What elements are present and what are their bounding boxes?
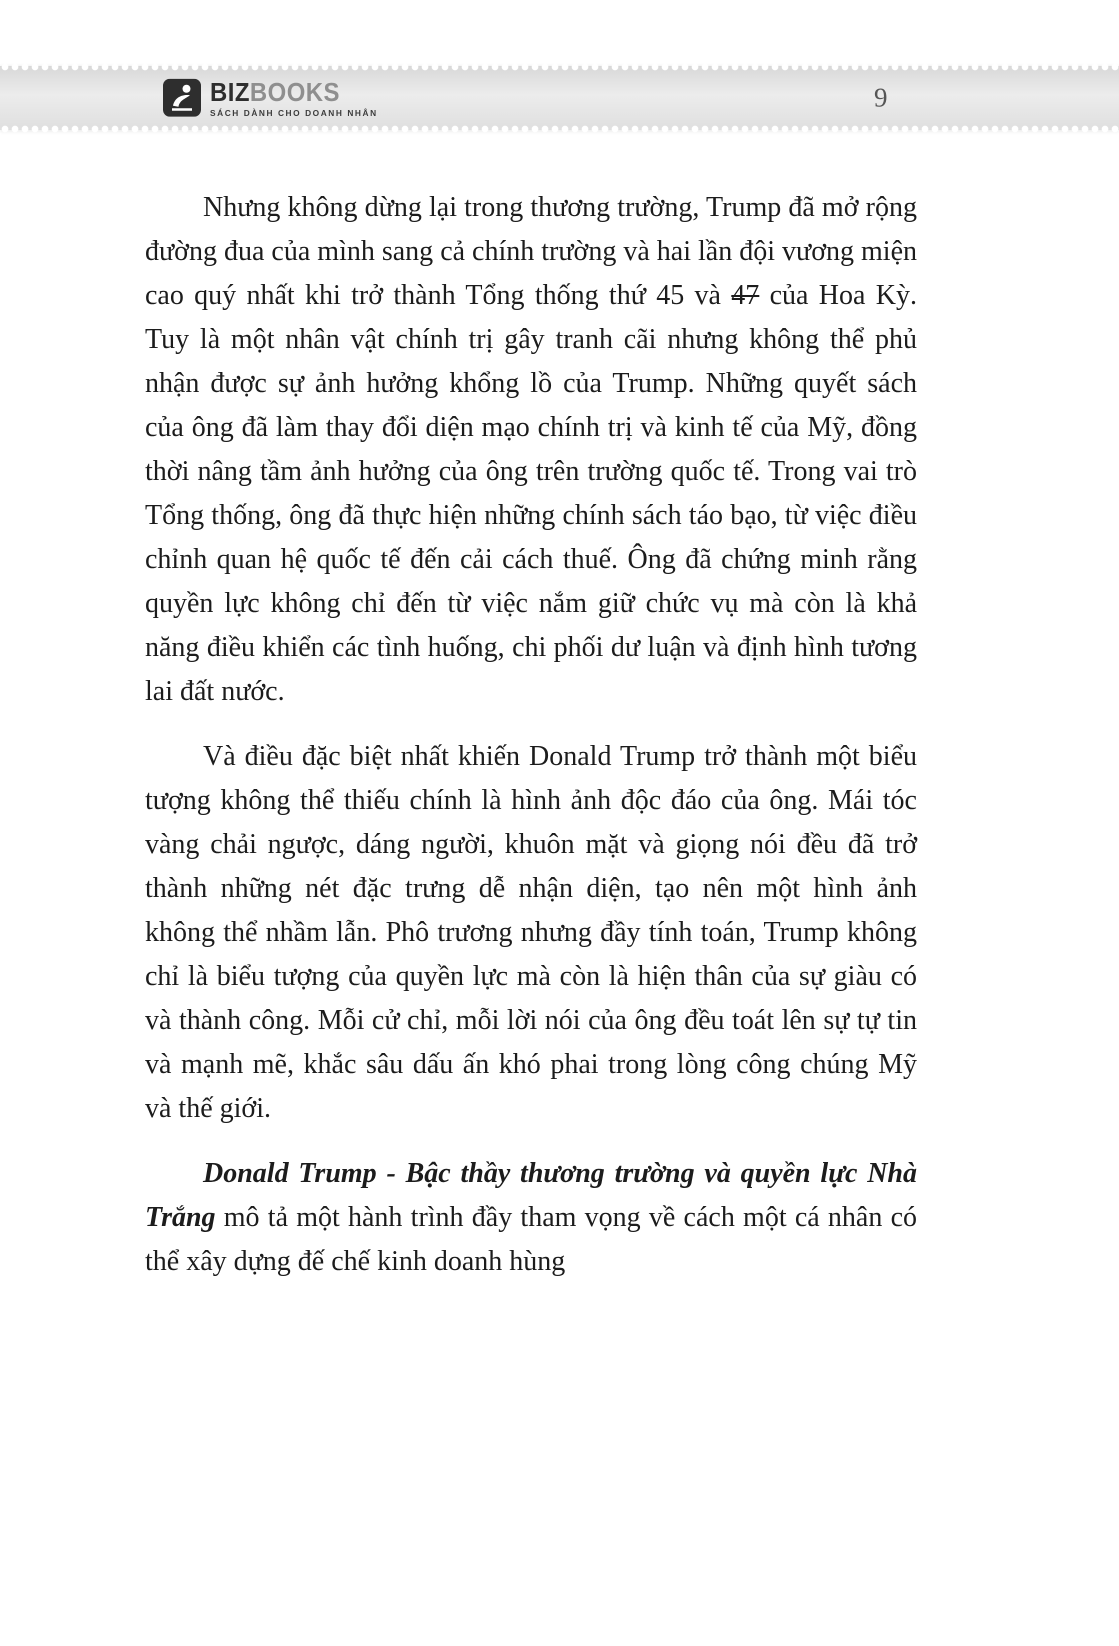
paragraph-text-strikethrough: 47	[731, 280, 760, 311]
paragraph-text: của Hoa Kỳ. Tuy là một nhân vật chính trị gây tranh cãi nhưng không thể phủ nhận được sự ảnh hưởng khổng lồ của Trump. Những quyết sách của ông đã làm thay đổi diện mạo chính trị và kinh tế của Mỹ, đồng thời nâng tầm ảnh hưởng của ông trên trường quốc tế. Trong vai trò Tổng thống, ông đã thực hiện những chính sách táo bạo, từ việc điều chỉnh quan hệ quốc tế đến cải cách thuế. Ông đã chứng minh rằng quyền lực không chỉ đến từ việc nắm giữ chức vụ mà còn là khả năng điều khiển các tình huống, chi phối dư luận và định hình tương lai đất nước.	[145, 280, 917, 707]
bizbooks-logo	[163, 76, 381, 118]
paragraph-text: mô tả một hành trình đầy tham vọng về cách một cá nhân có thể xây dựng đế chế kinh doanh hùng	[145, 1202, 917, 1277]
page-header-band	[0, 66, 1119, 130]
bizbooks-logo-icon	[163, 79, 201, 117]
paragraph-1	[145, 186, 917, 714]
logo-title	[210, 76, 367, 107]
page-content	[145, 186, 917, 1305]
book-title-lead: Donald Trump - Bậc thầy thương trường và quyền lực Nhà Trắng	[145, 1158, 917, 1233]
paragraph-3	[145, 1152, 917, 1284]
bizbooks-logo-text	[210, 76, 381, 118]
page-number: 9	[874, 82, 888, 113]
logo-text-biz: BIZ	[210, 76, 250, 107]
paragraph-2: Và điều đặc biệt nhất khiến Donald Trump trở thành một biểu tượng không thể thiếu chính là hình ảnh độc đáo của ông. Mái tóc vàng chải ngược, dáng người, khuôn mặt và giọng nói đều đã trở thành những nét đặc trưng dễ nhận diện, tạo nên một hình ảnh không thể nhầm lẫn. Phô trương nhưng đầy tính toán, Trump không chỉ là biểu tượng của quyền lực mà còn là hiện thân của sự giàu có và thành công. Mỗi cử chỉ, mỗi lời nói của ông đều toát lên sự tự tin và mạnh mẽ, khắc sâu dấu ấn khó phai trong lòng công chúng Mỹ và thế giới.	[145, 741, 917, 1124]
paragraph-text: Nhưng không dừng lại trong thương trường, Trump đã mở rộng đường đua của mình sang cả chính trường và hai lần đội vương miện cao quý nhất khi trở thành Tổng thống thứ 45 và	[145, 192, 917, 311]
logo-text-books: BOOKS	[249, 76, 340, 107]
logo-subtitle: SÁCH DÀNH CHO DOANH NHÂN	[210, 107, 378, 118]
